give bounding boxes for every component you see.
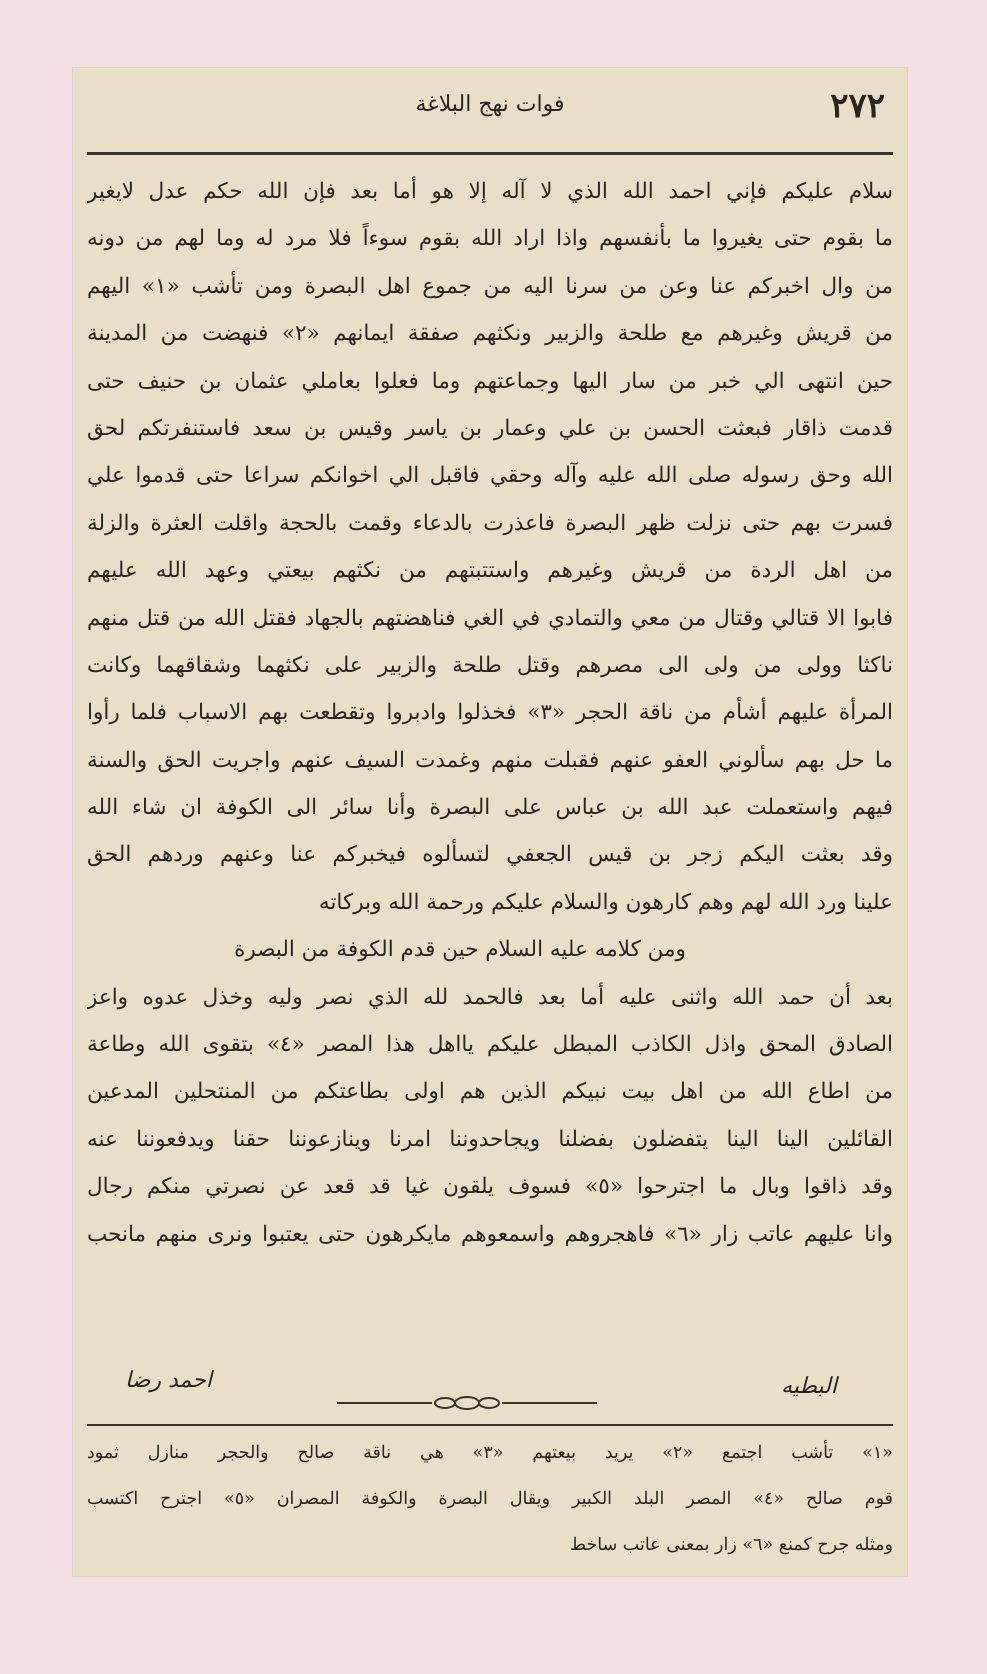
handwritten-note-left: احمد رضا [125, 1368, 212, 1393]
header-rule [87, 152, 893, 155]
ornament-divider [337, 1396, 597, 1410]
running-title: فوات نهج البلاغة [415, 92, 565, 117]
section-heading: ومن كلامه عليه السلام حين قدم الكوفة من البصرة [234, 937, 686, 963]
text-line: فابوا الا قتالي وقتال من معي والتمادي في الغي فناهضتهم بالجهاد فقتل الله من قتل منهم [87, 605, 893, 631]
footnote-line: قوم صالح «٤» المصر البلد الكبير ويقال البصرة والكوفة المصران «٥» اجترح اكتسب [87, 1489, 893, 1509]
text-line: سلام عليكم فإني احمد الله الذي لا آله إلا هو أما بعد فإن الله حكم عدل لايغير [87, 179, 893, 204]
text-line: ناكثا وولى من ولى الى مصرهم وقتل طلحة والزبير على نكثهما وشقاقهما وكانت [87, 652, 893, 678]
signature-row [87, 1366, 893, 1414]
text-line: حين انتهى الي خبر من سار اليها وجماعتهم وما فعلوا بعاملي عثمان بن حنيف حتى [87, 368, 893, 394]
text-line: المرأة عليهم أشأم من ناقة الحجر «٣» فخذلوا وادبروا وتقطعت بهم الاسباب فلما رأوا [87, 700, 893, 726]
footnote-rule [87, 1424, 893, 1426]
text-line: من اهل الردة من قريش وغيرهم واستتبتهم من نكثهم بيعتي وعهد الله عليهم [87, 558, 893, 584]
text-line: وقد بعثت اليكم زجر بن قيس الجعفي لتسألوه فيخبركم عنا وعنهم وردهم الحق [87, 842, 893, 868]
handwritten-note-right: البطيه [781, 1374, 837, 1399]
text-line: ما حل بهم سألوني العفو عنهم فقبلت منهم وغمدت السيف عنهم واجريت الحق والسنة [87, 747, 893, 773]
text-line: ما بقوم حتى يغيروا ما بأنفسهم واذا اراد الله بقوم سوءاً فلا مرد له وما لهم من دونه [87, 226, 893, 252]
footnote-line: ومثله جرح كمنع «٦» زار بمعنى عاتب ساخط [569, 1535, 893, 1555]
text-line: وقد ذاقوا وبال ما اجترحوا «٥» فسوف يلقون غيا قد قعد عن نصرتي منكم رجال [87, 1174, 893, 1200]
footnotes [87, 1430, 893, 1568]
text-line: علينا ورد الله لهم وهم كارهون والسلام عليكم ورحمة الله وبركاته [318, 889, 893, 915]
text-line: من اطاع الله من اهل بيت نبيكم الذين هم اولى بطاعتكم من المنتحلين المدعين [87, 1079, 893, 1105]
text-line: من قريش وغيرهم مع طلحة والزبير ونكثهم صفقة ايمانهم «٢» فنهضت من المدينة [87, 321, 893, 347]
text-line: وانا عليهم عاتب زار «٦» فاهجروهم واسمعوهم مايكرهون حتى يعتبوا ونرى منهم مانحب [87, 1221, 893, 1247]
text-line: القائلين الينا الينا يتفضلون بفضلنا ويجاحدوننا امرنا وينازعوننا حقنا ويدفعوننا عنه [87, 1126, 893, 1152]
text-line: من وال اخبركم عنا وعن من سرنا اليه من جموع اهل البصرة ومن تأشب «١» اليهم [87, 273, 893, 299]
text-line: بعد أن حمد الله واثنى عليه أما بعد فالحمد لله الذي نصر وليه وخذل عدوه واعز [87, 984, 893, 1010]
body-text [87, 168, 893, 1258]
footnote-line: «١» تأشب اجتمع «٢» يريد بيعتهم «٣» هي ناقة صالح والحجر منازل ثمود [87, 1443, 893, 1463]
page-number: ٢٧٢ [830, 86, 885, 126]
text-line: الله وحق رسوله صلى الله عليه وآله وحقي فاقبل الي اخوانكم سراعا حتى قدموا علي [87, 463, 893, 489]
text-line: قدمت ذاقار فبعثت الحسن بن علي وعمار بن ياسر وقيس بن سعد فاستنفرتكم لحق [87, 415, 893, 441]
text-line: فسرت بهم حتى نزلت ظهر البصرة فاعذرت بالدعاء وقمت بالحجة واقلت العثرة والزلة [87, 510, 893, 536]
text-line: فيهم واستعملت عبد الله بن عباس على البصرة وأنا سائر الى الكوفة ان شاء الله [87, 795, 893, 821]
text-line: الصادق المحق واذل الكاذب المبطل عليكم يااهل هذا المصر «٤» بتقوى الله وطاعة [87, 1032, 893, 1058]
book-page [73, 68, 907, 1576]
page-header [83, 82, 897, 132]
